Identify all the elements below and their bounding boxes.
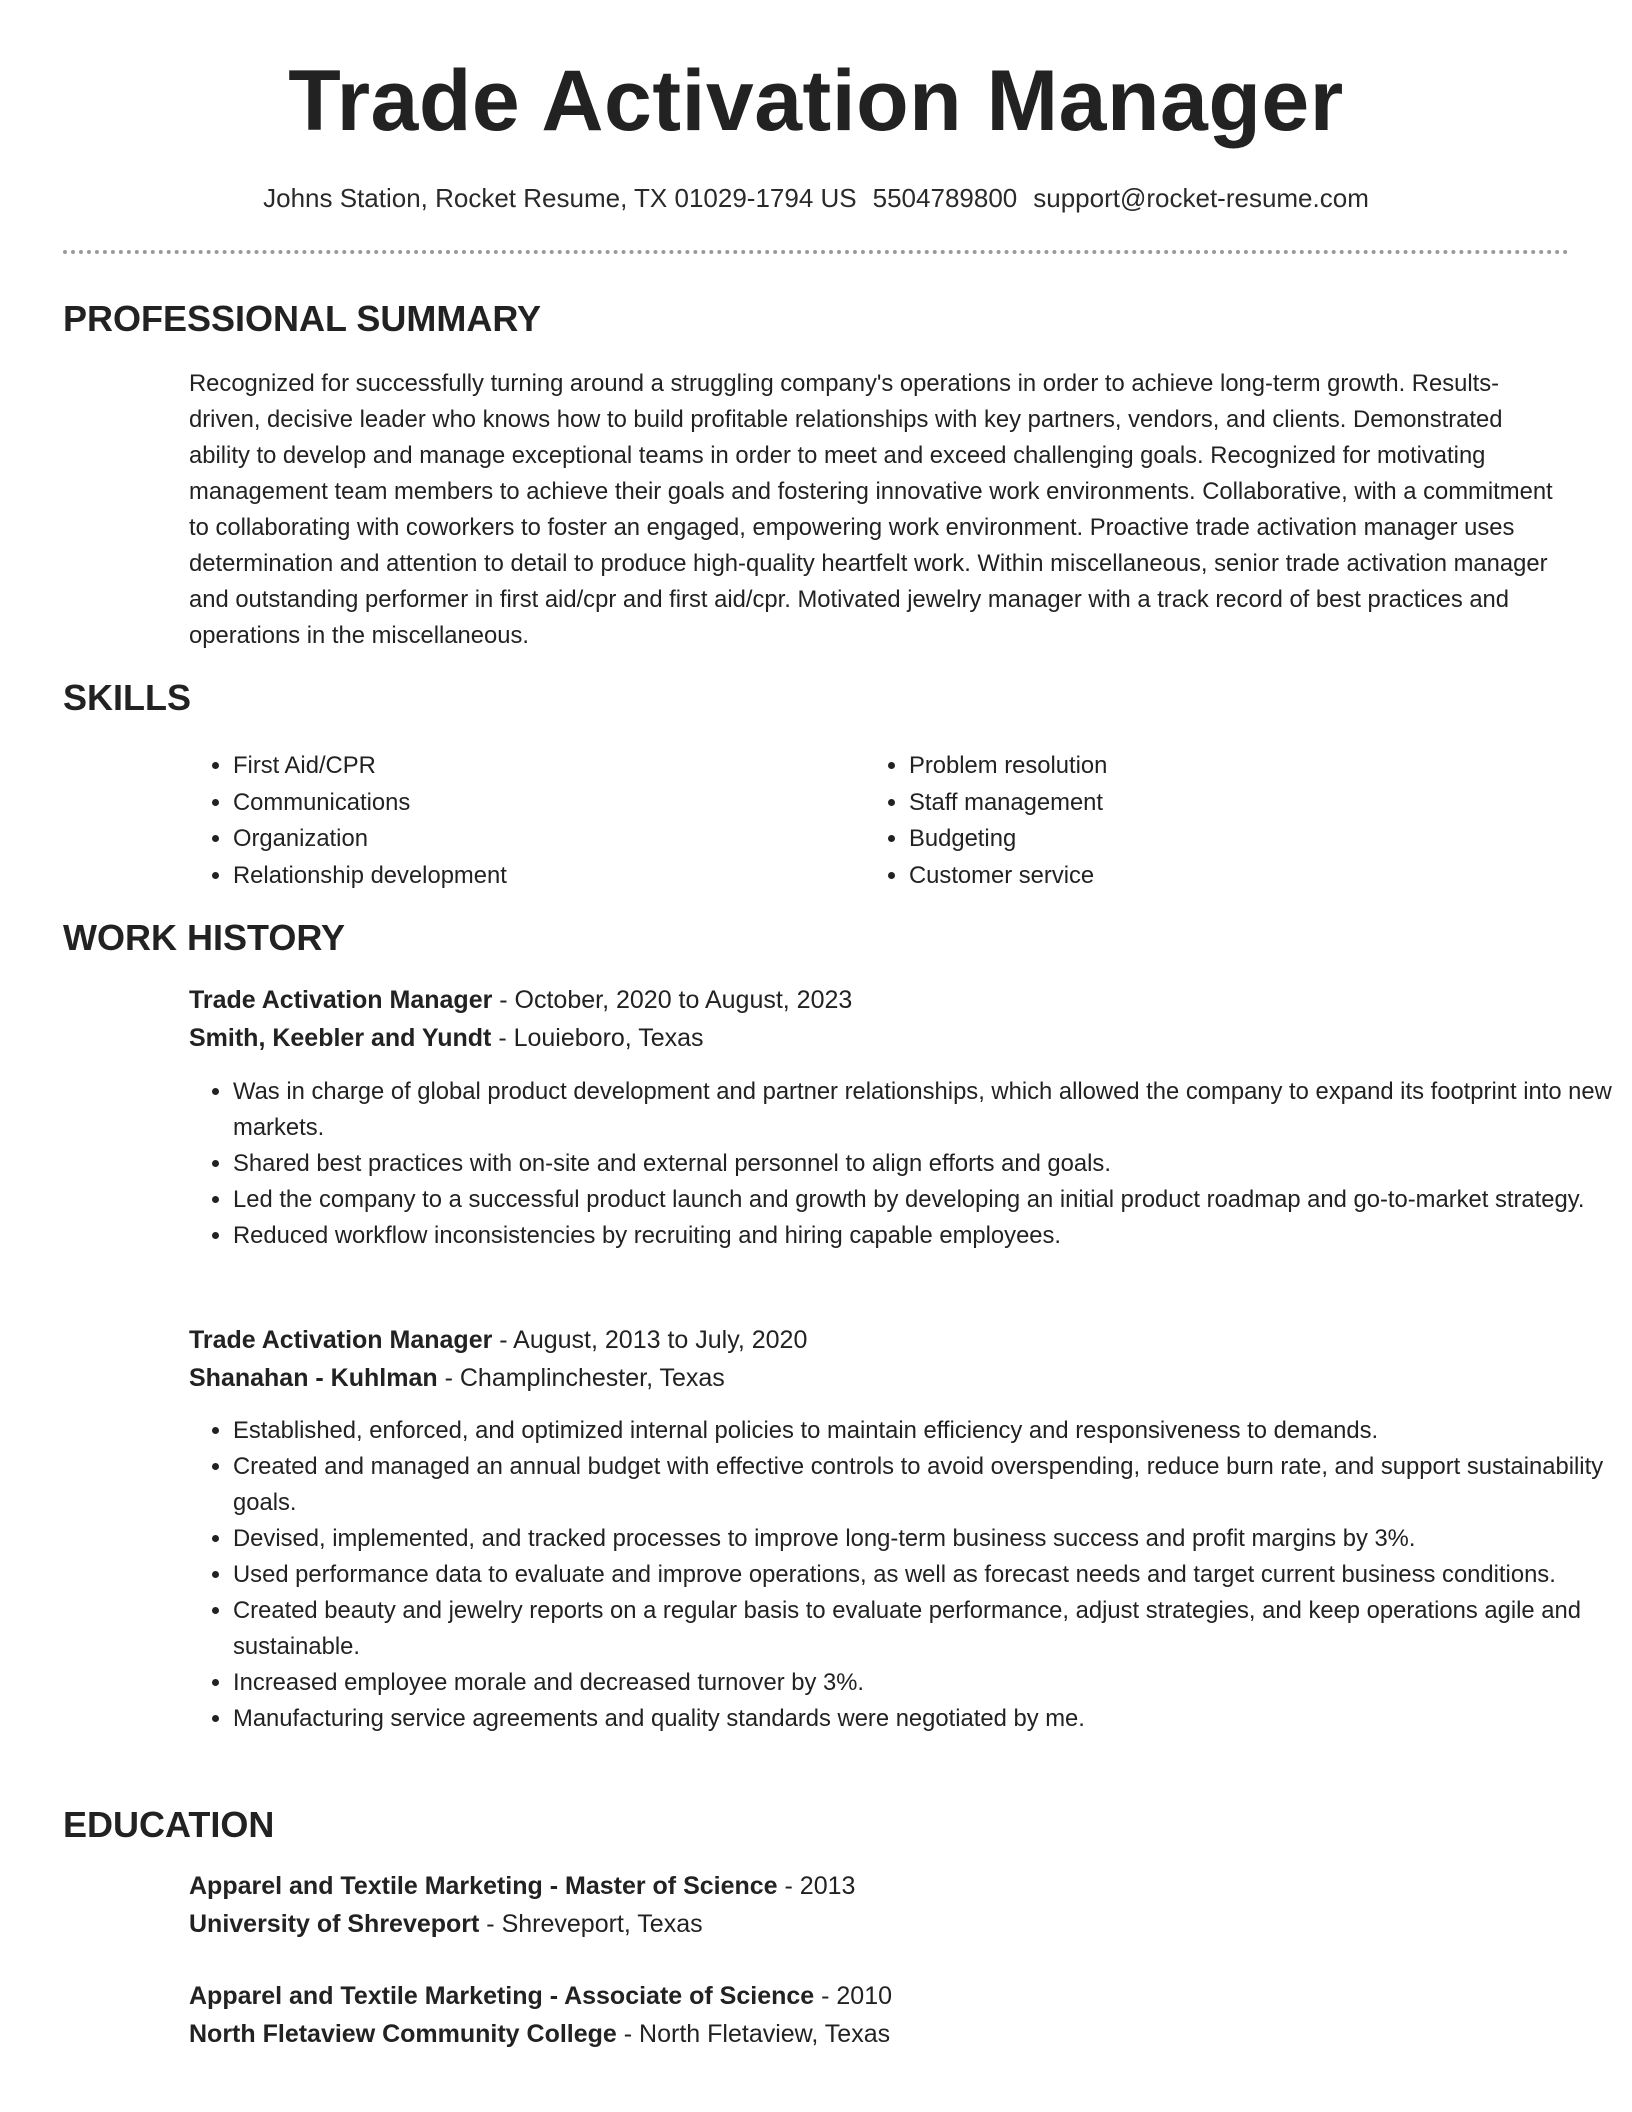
job-bullets bbox=[189, 1074, 1613, 1254]
education-degree-line bbox=[189, 1978, 892, 2014]
job-title-line bbox=[189, 982, 852, 1018]
job-company: Smith, Keebler and Yundt bbox=[189, 1024, 492, 1052]
job-role: Trade Activation Manager bbox=[189, 1326, 493, 1354]
education-school: University of Shreveport bbox=[189, 1910, 480, 1938]
list-item: • Devised, implemented, and tracked processes to improve long-term business success and profit margins by 3%. bbox=[233, 1521, 1613, 1557]
list-item: • Reduced workflow inconsistencies by recruiting and hiring capable employees. bbox=[233, 1218, 1613, 1254]
work-heading: WORK HISTORY bbox=[63, 917, 346, 958]
list-item: • Established, enforced, and optimized internal policies to maintain efficiency and responsiveness to demands. bbox=[233, 1413, 1613, 1449]
summary-heading: PROFESSIONAL SUMMARY bbox=[63, 298, 542, 339]
education-degree: Apparel and Textile Marketing - Associate of Science bbox=[189, 1982, 815, 2010]
job-title-line bbox=[189, 1322, 807, 1358]
education-year: - 2013 bbox=[777, 1872, 856, 1900]
education-heading: EDUCATION bbox=[63, 1804, 275, 1845]
list-item: • Created and managed an annual budget with effective controls to avoid overspending, reduce burn rate, and support sustainability goals. bbox=[233, 1449, 1613, 1521]
job-company-line bbox=[189, 1020, 704, 1056]
education-location: - Shreveport, Texas bbox=[479, 1910, 703, 1938]
job-bullets bbox=[189, 1413, 1613, 1737]
skill-item: • Budgeting bbox=[909, 821, 1107, 858]
summary-text: Recognized for successfully turning around a struggling company's operations in order to achieve long-term growth. Results-driven, decisive leader who knows how to build profitable relationships with key partners, vendors, and clients. Demonstrated ability to develop and manage exceptional teams in order to meet and exceed challenging goals. Recognized for motivating management team members to achieve their goals and fostering innovative work environments. Collaborative, with a commitment to collaborating with coworkers to foster an engaged, empowering work environment. Proactive trade activation manager uses determination and attention to detail to produce high-quality heartfelt work. Within miscellaneous, senior trade activation manager and outstanding performer in first aid/cpr and first aid/cpr. Motivated jewelry manager with a track record of best practices and operations in the miscellaneous. bbox=[189, 370, 1553, 649]
list-item: • Manufacturing service agreements and quality standards were negotiated by me. bbox=[233, 1701, 1613, 1737]
education-degree: Apparel and Textile Marketing - Master of Science bbox=[189, 1872, 778, 1900]
list-item: • Created beauty and jewelry reports on a regular basis to evaluate performance, adjust strategies, and keep operations agile and sustainable. bbox=[233, 1593, 1613, 1665]
skill-item: • First Aid/CPR bbox=[233, 748, 507, 785]
header-divider bbox=[63, 250, 1569, 254]
education-year: - 2010 bbox=[814, 1982, 893, 2010]
candidate-name: Trade Activation Manager bbox=[288, 53, 1344, 149]
job-role: Trade Activation Manager bbox=[189, 986, 493, 1014]
job-dates: - August, 2013 to July, 2020 bbox=[492, 1326, 808, 1354]
job-dates: - October, 2020 to August, 2023 bbox=[492, 986, 853, 1014]
skill-item: • Problem resolution bbox=[909, 748, 1107, 785]
skill-item: • Relationship development bbox=[233, 858, 507, 895]
job-company: Shanahan - Kuhlman bbox=[189, 1364, 438, 1392]
skills-list-right bbox=[865, 748, 1107, 894]
skills-list-left bbox=[189, 748, 507, 894]
job-company-line bbox=[189, 1360, 725, 1396]
contact-line bbox=[0, 180, 1632, 216]
education-school-line bbox=[189, 2016, 890, 2052]
job-location: - Louieboro, Texas bbox=[491, 1024, 704, 1052]
education-degree-line bbox=[189, 1868, 855, 1904]
skill-item: • Communications bbox=[233, 785, 507, 822]
contact-address: Johns Station, Rocket Resume, TX 01029-1794 US bbox=[263, 183, 857, 213]
skill-item: • Customer service bbox=[909, 858, 1107, 895]
list-item: • Shared best practices with on-site and external personnel to align efforts and goals. bbox=[233, 1146, 1613, 1182]
list-item: • Led the company to a successful product launch and growth by developing an initial product roadmap and go-to-market strategy. bbox=[233, 1182, 1613, 1218]
skills-heading: SKILLS bbox=[63, 677, 192, 718]
contact-phone: 5504789800 bbox=[872, 183, 1018, 213]
skill-item: • Staff management bbox=[909, 785, 1107, 822]
skill-item: • Organization bbox=[233, 821, 507, 858]
education-school-line bbox=[189, 1906, 703, 1942]
list-item: • Used performance data to evaluate and improve operations, as well as forecast needs and target current business conditions. bbox=[233, 1557, 1613, 1593]
education-location: - North Fletaview, Texas bbox=[616, 2020, 891, 2048]
job-location: - Champlinchester, Texas bbox=[437, 1364, 725, 1392]
education-school: North Fletaview Community College bbox=[189, 2020, 617, 2048]
list-item: • Was in charge of global product development and partner relationships, which allowed the company to expand its footprint into new markets. bbox=[233, 1074, 1613, 1146]
contact-email: support@rocket-resume.com bbox=[1033, 183, 1369, 213]
list-item: • Increased employee morale and decreased turnover by 3%. bbox=[233, 1665, 1613, 1701]
